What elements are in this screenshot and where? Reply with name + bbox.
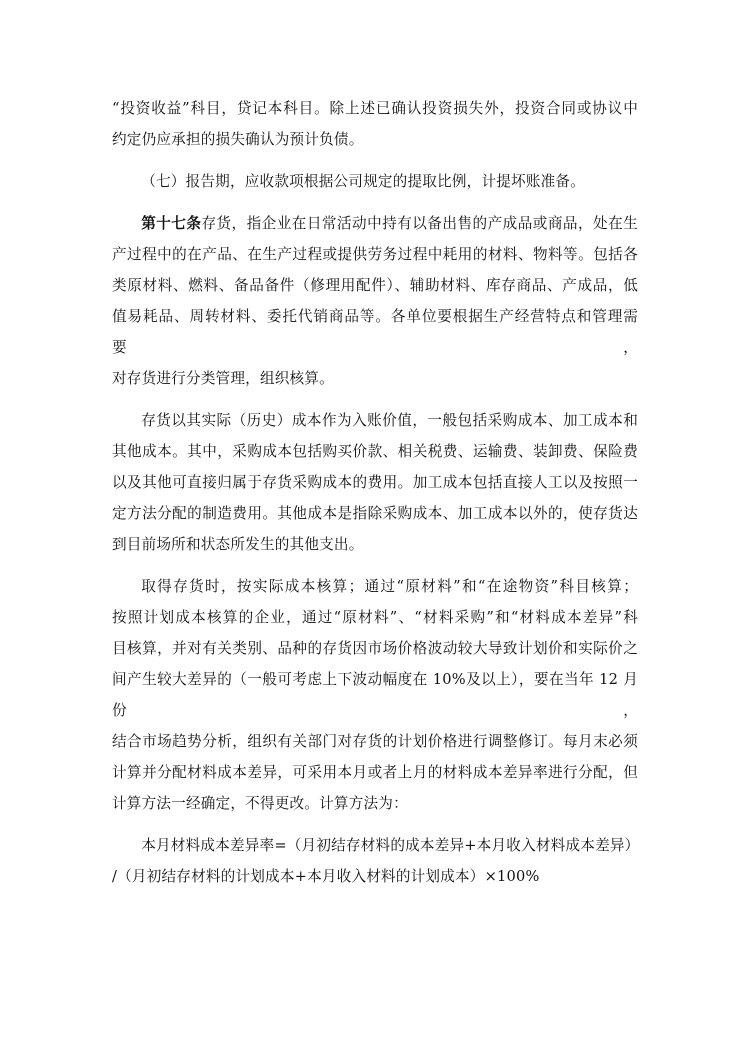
- paragraph-investment-loss: [112, 93, 638, 155]
- paragraph-acquisition-accounting: [112, 571, 638, 819]
- text-line: 到目前场所和状态所发生的其他支出。: [112, 536, 364, 553]
- text-line: 定方法分配的制造费用。其他成本是指除采购成本、加工成本以外的，使存货达: [112, 505, 638, 522]
- text-line: 目核算，并对有关类别、品种的存货因市场价格波动较大导致计划价和实际价之: [112, 640, 638, 657]
- text-line: “投资收益”科目，贷记本科目。除上述已确认投资损失外，投资合同或协议中: [112, 100, 638, 117]
- text-line: （七）报告期，应收款项根据公司规定的提取比例，计提坏账准备。: [141, 173, 586, 190]
- text-line: 结合市场趋势分析，组织有关部门对存货的计划价格进行调整修订。每月末必须: [112, 733, 638, 750]
- text-line: 对存货进行分类管理，组织核算。: [112, 370, 334, 387]
- text-line: 以及其他可直接归属于存货采购成本的费用。加工成本包括直接人工以及按照一: [112, 474, 638, 491]
- text-line: 计算并分配材料成本差异，可采用本月或者上月的材料成本差异率进行分配，但: [112, 764, 638, 781]
- text-line: 间产生较大差异的（一般可考虑上下波动幅度在 10%及以上），要在当年 12 月份，: [112, 671, 638, 719]
- text-line: 按照计划成本核算的企业，通过“原材料”、“材料采购”和“材料成本差异”科: [112, 609, 638, 626]
- text-line: 类原材料、燃料、备品备件（修理用配件）、辅助材料、库存商品、产成品，低: [112, 277, 638, 294]
- text-line: 计算方法一经确定，不得更改。计算方法为：: [112, 795, 408, 812]
- text-line: 值易耗品、周转材料、委托代销商品等。各单位要根据生产经营特点和管理需要，: [112, 308, 638, 356]
- text-line: 其他成本。其中，采购成本包括购买价款、相关税费、运输费、装卸费、保险费: [112, 443, 638, 460]
- text-line: 存货以其实际（历史）成本作为入账价值，一般包括采购成本、加工成本和: [141, 412, 638, 429]
- formula-block: [112, 830, 638, 892]
- paragraph-inventory-cost: [112, 405, 638, 560]
- text-span: 存货，指企业在日常活动中持有以备出售的产成品或商品，处在生: [201, 215, 638, 232]
- text-line: 约定仍应承担的损失确认为预计负债。: [112, 131, 364, 148]
- formula-line-2: /（月初结存材料的计划成本+本月收入材料的计划成本）×100%: [112, 868, 540, 885]
- paragraph-article-17: [112, 208, 638, 394]
- text-line: 取得存货时，按实际成本核算；通过“原材料”和“在途物资”科目核算；: [141, 578, 638, 595]
- text-line: [112, 208, 638, 239]
- document-body: [112, 93, 638, 892]
- formula-line-1: 本月材料成本差异率=（月初结存材料的成本差异+本月收入材料成本差异）: [141, 837, 640, 854]
- paragraph-receivables: [112, 166, 638, 197]
- text-line: 产过程中的在产品、在生产过程或提供劳务过程中耗用的材料、物料等。包括各: [112, 246, 638, 263]
- article-label: 第十七条: [141, 215, 202, 232]
